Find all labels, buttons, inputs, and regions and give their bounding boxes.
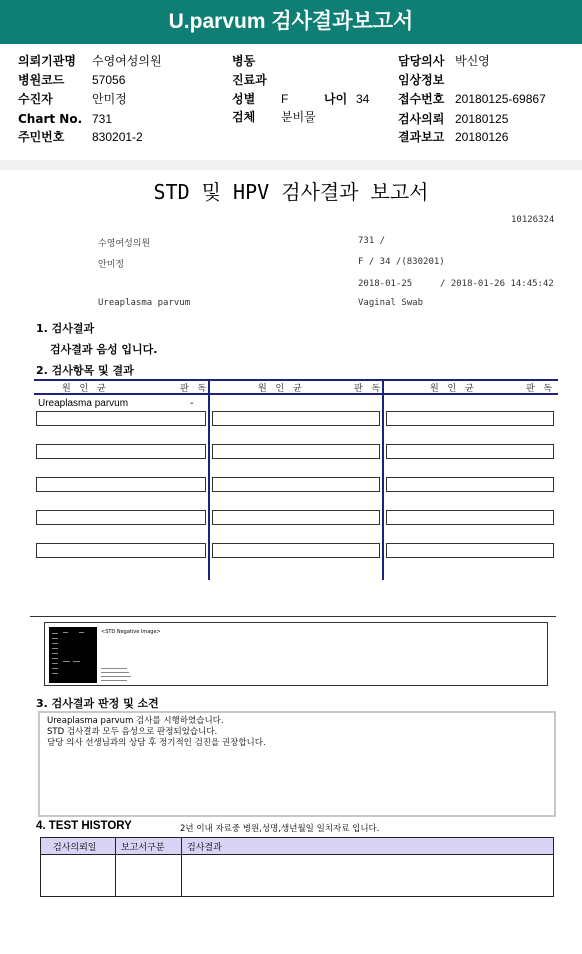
col-header-pathogen-2: 원 인 균	[258, 384, 305, 394]
result-cell	[212, 411, 380, 426]
result-cell	[212, 510, 380, 525]
result-cell	[36, 510, 206, 525]
report-patient: 안미정	[98, 260, 125, 270]
result-cell	[36, 444, 206, 459]
value-sex: F	[281, 92, 289, 106]
test-history-table	[40, 837, 554, 897]
remarks-box	[38, 711, 556, 817]
history-header-row	[41, 838, 553, 855]
gel-image-dark	[49, 627, 97, 683]
section4-heading: 4. TEST HISTORY	[36, 820, 132, 832]
remark-line-2: STD 검사결과 모두 음성으로 판정되었습니다.	[47, 727, 218, 737]
label-result-report: 결과보고	[398, 130, 445, 144]
label-clinical-info: 임상정보	[398, 73, 445, 87]
report-date-received: 2018-01-25	[358, 279, 413, 289]
gel-image-panel	[44, 622, 548, 686]
remark-line-1: Ureaplasma parvum 검사를 시행하였습니다.	[47, 716, 224, 726]
report-specimen: Vaginal Swab	[358, 298, 424, 308]
col-header-judgement-2: 판 독	[354, 384, 384, 394]
history-note: 2년 이내 자료중 병원,성명,생년월일 일치자료 입니다.	[180, 824, 380, 834]
history-col-report-type: 보고서구분	[121, 843, 165, 853]
result-cell	[36, 543, 206, 558]
label-requesting-institution: 의뢰기관명	[18, 54, 76, 68]
section-divider	[0, 160, 582, 170]
label-patient-name: 수진자	[18, 92, 53, 106]
result-cell	[212, 477, 380, 492]
report-sex-age: F / 34 /(830201)	[358, 257, 445, 267]
row1-result: -	[190, 398, 194, 409]
value-specimen: 분비물	[281, 110, 316, 124]
history-col-result: 검사결과	[187, 843, 222, 853]
col-header-judgement-3: 판 독	[526, 384, 556, 394]
result-cell	[386, 411, 554, 426]
section3-heading: 3. 검사결과 판정 및 소견	[36, 697, 159, 710]
history-col-divider	[115, 838, 116, 896]
result-cell	[386, 510, 554, 525]
result-cell	[212, 543, 380, 558]
gel-bands-graphic	[49, 627, 97, 683]
document-title: STD 및 HPV 검사결과 보고서	[153, 180, 429, 204]
gel-image-label: <STD Negative Image>	[101, 629, 161, 635]
label-attending-doctor: 담당의사	[398, 54, 445, 68]
result-cell	[36, 477, 206, 492]
image-top-rule	[30, 616, 556, 617]
label-sex: 성별	[232, 92, 256, 106]
label-specimen: 검체	[232, 110, 256, 124]
label-department: 진료과	[232, 73, 267, 87]
value-test-request: 20180125	[455, 112, 509, 126]
remark-line-3: 담당 의사 선생님과의 상담 후 정기적인 검진을 권장합니다.	[47, 738, 266, 748]
result-cell	[36, 411, 206, 426]
report-test-name: Ureaplasma parvum	[98, 298, 191, 308]
report-date-reported: / 2018-01-26 14:45:42	[440, 279, 554, 289]
label-resident-number: 주민번호	[18, 130, 65, 144]
label-ward: 병동	[232, 54, 256, 68]
value-attending-doctor: 박신영	[455, 54, 490, 68]
table-divider-1	[208, 379, 210, 580]
value-patient-name: 안미정	[92, 92, 127, 106]
section1-result: 검사결과 음성 입니다.	[50, 343, 158, 356]
row1-pathogen: Ureaplasma parvum	[38, 398, 129, 409]
col-header-pathogen-1: 원 인 균	[62, 384, 109, 394]
col-header-pathogen-3: 원 인 균	[430, 384, 477, 394]
result-cell	[212, 444, 380, 459]
report-chart-line: 731 /	[358, 236, 386, 246]
value-chart-no: 731	[92, 112, 113, 126]
gel-legend-lines	[101, 667, 141, 683]
section2-heading: 2. 검사항목 및 결과	[36, 364, 134, 377]
value-result-report: 20180126	[455, 130, 509, 144]
table-divider-2	[382, 379, 384, 580]
label-age: 나이	[324, 92, 348, 106]
value-hospital-code: 57056	[92, 73, 126, 87]
report-hospital: 수영여성의원	[98, 239, 151, 249]
result-cell	[386, 543, 554, 558]
value-age: 34	[356, 92, 370, 106]
result-cell	[386, 444, 554, 459]
value-receipt-number: 20180125-69867	[455, 92, 546, 106]
doc-number: 10126324	[511, 215, 555, 225]
label-chart-no: Chart No.	[18, 112, 83, 126]
value-requesting-institution: 수영여성의원	[92, 54, 162, 68]
report-banner-title: U.parvum 검사결과보고서	[0, 0, 582, 44]
col-header-judgement-1: 판 독	[180, 384, 210, 394]
label-hospital-code: 병원코드	[18, 73, 65, 87]
value-resident-number: 830201-2	[92, 130, 143, 144]
label-test-request: 검사의뢰	[398, 112, 445, 126]
label-receipt-number: 접수번호	[398, 92, 445, 106]
section1-heading: 1. 검사결과	[36, 322, 95, 335]
history-col-request-date: 검사의뢰일	[53, 843, 97, 853]
patient-info-panel	[0, 44, 582, 152]
result-cell	[386, 477, 554, 492]
history-col-divider	[181, 838, 182, 896]
